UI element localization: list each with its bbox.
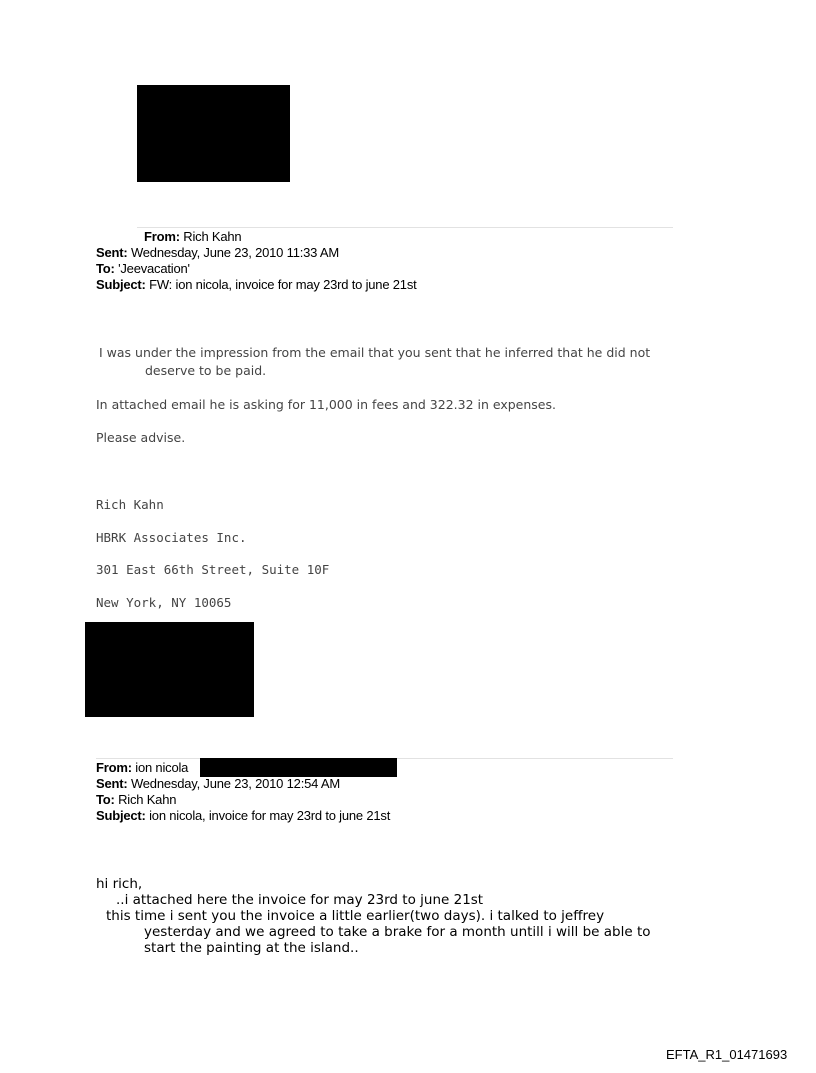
email1-sent-value: Wednesday, June 23, 2010 11:33 AM bbox=[130, 245, 339, 260]
email1-body-line4: Please advise. bbox=[96, 430, 186, 445]
email1-subject-label: Subject: bbox=[96, 277, 146, 292]
email2-to-value: Rich Kahn bbox=[118, 792, 177, 807]
email1-to-row bbox=[96, 261, 190, 277]
signature-company: HBRK Associates Inc. bbox=[96, 530, 247, 545]
email2-body-line5: start the painting at the island.. bbox=[144, 940, 359, 956]
email2-body-line1: hi rich, bbox=[96, 876, 143, 892]
email2-to-label: To: bbox=[96, 792, 115, 807]
email2-subject-label: Subject: bbox=[96, 808, 146, 823]
signature-address: 301 East 66th Street, Suite 10F bbox=[96, 562, 330, 577]
header-divider-1 bbox=[137, 227, 673, 228]
email2-from-row bbox=[96, 760, 188, 776]
email1-sent-label: Sent: bbox=[96, 245, 128, 260]
email2-sent-value: Wednesday, June 23, 2010 12:54 AM bbox=[130, 776, 340, 791]
email1-from-row bbox=[144, 229, 241, 245]
email1-sent-row bbox=[96, 245, 339, 261]
email1-body-line2: deserve to be paid. bbox=[145, 363, 267, 378]
signature-city: New York, NY 10065 bbox=[96, 595, 232, 610]
email2-subject-row bbox=[96, 808, 390, 824]
email2-body-line3: this time i sent you the invoice a little earlier(two days). i talked to jeffrey bbox=[106, 908, 605, 924]
redaction-email-address bbox=[200, 758, 397, 777]
redaction-block-top bbox=[137, 85, 290, 182]
email1-subject-value: FW: ion nicola, invoice for may 23rd to june 21st bbox=[149, 277, 417, 292]
email2-sent-row bbox=[96, 776, 340, 792]
email1-to-label: To: bbox=[96, 261, 115, 276]
email2-to-row bbox=[96, 792, 176, 808]
email1-body-line3: In attached email he is asking for 11,000 in fees and 322.32 in expenses. bbox=[96, 397, 556, 412]
email1-subject-row bbox=[96, 277, 417, 293]
email1-from-value: Rich Kahn bbox=[183, 229, 242, 244]
document-id: EFTA_R1_01471693 bbox=[666, 1047, 788, 1062]
email2-from-value: ion nicola bbox=[135, 760, 189, 775]
redaction-block-middle bbox=[85, 622, 254, 717]
email2-body-line2: ..i attached here the invoice for may 23rd to june 21st bbox=[116, 892, 484, 908]
email2-body-line4: yesterday and we agreed to take a brake for a month untill i will be able to bbox=[144, 924, 651, 940]
signature-name: Rich Kahn bbox=[96, 497, 164, 512]
email2-sent-label: Sent: bbox=[96, 776, 128, 791]
email1-to-value: 'Jeevacation' bbox=[118, 261, 190, 276]
email1-from-label: From: bbox=[144, 229, 180, 244]
email1-body-line1: I was under the impression from the email that you sent that he inferred that he did not bbox=[99, 345, 651, 360]
email2-subject-value: ion nicola, invoice for may 23rd to june 21st bbox=[149, 808, 391, 823]
email2-from-label: From: bbox=[96, 760, 132, 775]
